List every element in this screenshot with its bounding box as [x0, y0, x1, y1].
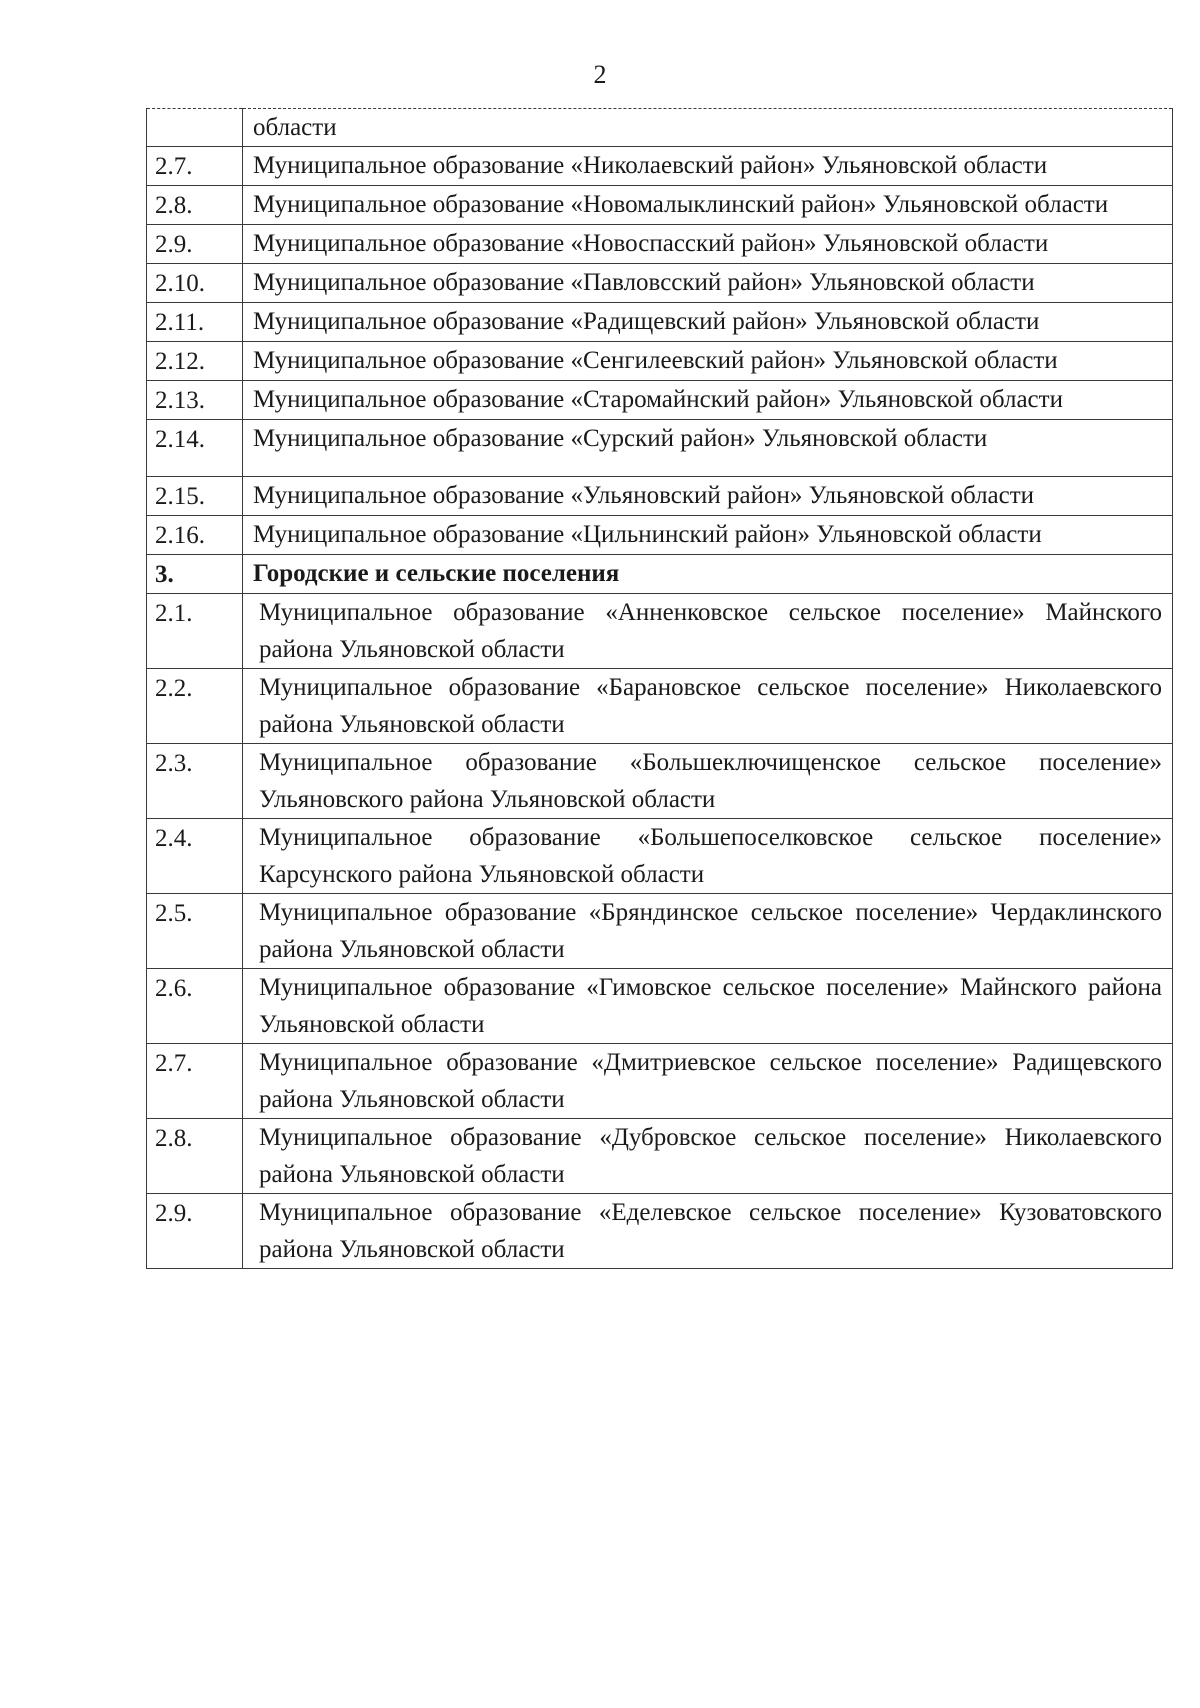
row-text: Муниципальное образование «Большеключищенское сельское поселение» Ульяновского района Ульяновской области — [243, 744, 1173, 819]
section-header-row — [147, 555, 1173, 594]
table-row — [147, 894, 1173, 969]
row-number: 2.7. — [147, 147, 243, 186]
row-text: области — [243, 109, 1173, 147]
row-number: 2.1. — [147, 594, 243, 669]
row-number: 2.9. — [147, 225, 243, 264]
row-text: Муниципальное образование «Барановское сельское поселение» Николаевского района Ульяновской области — [243, 669, 1173, 744]
row-text: Муниципальное образование «Дубровское сельское поселение» Николаевского района Ульяновской области — [243, 1119, 1173, 1194]
row-number: 2.12. — [147, 342, 243, 381]
row-number: 2.9. — [147, 1194, 243, 1269]
row-number: 2.4. — [147, 819, 243, 894]
table-row — [147, 225, 1173, 264]
row-text: Муниципальное образование «Анненковское сельское поселение» Майнского района Ульяновской области — [243, 594, 1173, 669]
row-number: 2.16. — [147, 516, 243, 555]
row-number: 2.13. — [147, 381, 243, 420]
table-row — [147, 109, 1173, 147]
row-number: 2.6. — [147, 969, 243, 1044]
row-text: Муниципальное образование «Сурский район» Ульяновской области — [243, 420, 1173, 477]
table-row — [147, 381, 1173, 420]
table-row — [147, 342, 1173, 381]
row-text: Муниципальное образование «Сенгилеевский район» Ульяновской области — [243, 342, 1173, 381]
table-row — [147, 516, 1173, 555]
table-row — [147, 819, 1173, 894]
table-row — [147, 1194, 1173, 1269]
row-text: Муниципальное образование «Старомайнский район» Ульяновской области — [243, 381, 1173, 420]
section-title: Городские и сельские поселения — [243, 555, 1173, 594]
row-number: 2.10. — [147, 264, 243, 303]
row-number: 2.2. — [147, 669, 243, 744]
row-number: 2.11. — [147, 303, 243, 342]
row-number: 2.8. — [147, 186, 243, 225]
table-row — [147, 264, 1173, 303]
table-row — [147, 147, 1173, 186]
row-number: 2.3. — [147, 744, 243, 819]
row-text: Муниципальное образование «Новомалыклинский район» Ульяновской области — [243, 186, 1173, 225]
table-row — [147, 477, 1173, 516]
table-row — [147, 186, 1173, 225]
row-number: 2.14. — [147, 420, 243, 477]
row-number — [147, 109, 243, 147]
section-number: 3. — [147, 555, 243, 594]
municipalities-table — [146, 108, 1173, 1269]
row-text: Муниципальное образование «Большепоселковское сельское поселение» Карсунского района Ульяновской области — [243, 819, 1173, 894]
row-text: Муниципальное образование «Ульяновский район» Ульяновской области — [243, 477, 1173, 516]
table-row — [147, 1119, 1173, 1194]
table-row — [147, 969, 1173, 1044]
row-number: 2.15. — [147, 477, 243, 516]
row-number: 2.7. — [147, 1044, 243, 1119]
row-text: Муниципальное образование «Новоспасский район» Ульяновской области — [243, 225, 1173, 264]
row-number: 2.5. — [147, 894, 243, 969]
row-text: Муниципальное образование «Еделевское сельское поселение» Кузоватовского района Ульяновской области — [243, 1194, 1173, 1269]
table-row — [147, 744, 1173, 819]
page-number: 2 — [593, 60, 607, 89]
row-text: Муниципальное образование «Николаевский район» Ульяновской области — [243, 147, 1173, 186]
table-row — [147, 594, 1173, 669]
table-row — [147, 1044, 1173, 1119]
row-text: Муниципальное образование «Павловсский район» Ульяновской области — [243, 264, 1173, 303]
row-text: Муниципальное образование «Цильнинский район» Ульяновской области — [243, 516, 1173, 555]
row-text: Муниципальное образование «Радищевский район» Ульяновской области — [243, 303, 1173, 342]
row-number: 2.8. — [147, 1119, 243, 1194]
row-text: Муниципальное образование «Дмитриевское сельское поселение» Радищевского района Ульяновской области — [243, 1044, 1173, 1119]
table-row — [147, 303, 1173, 342]
table-row — [147, 420, 1173, 477]
table-row — [147, 669, 1173, 744]
row-text: Муниципальное образование «Бряндинское сельское поселение» Чердаклинского района Ульяновской области — [243, 894, 1173, 969]
row-text: Муниципальное образование «Гимовское сельское поселение» Майнского района Ульяновской области — [243, 969, 1173, 1044]
